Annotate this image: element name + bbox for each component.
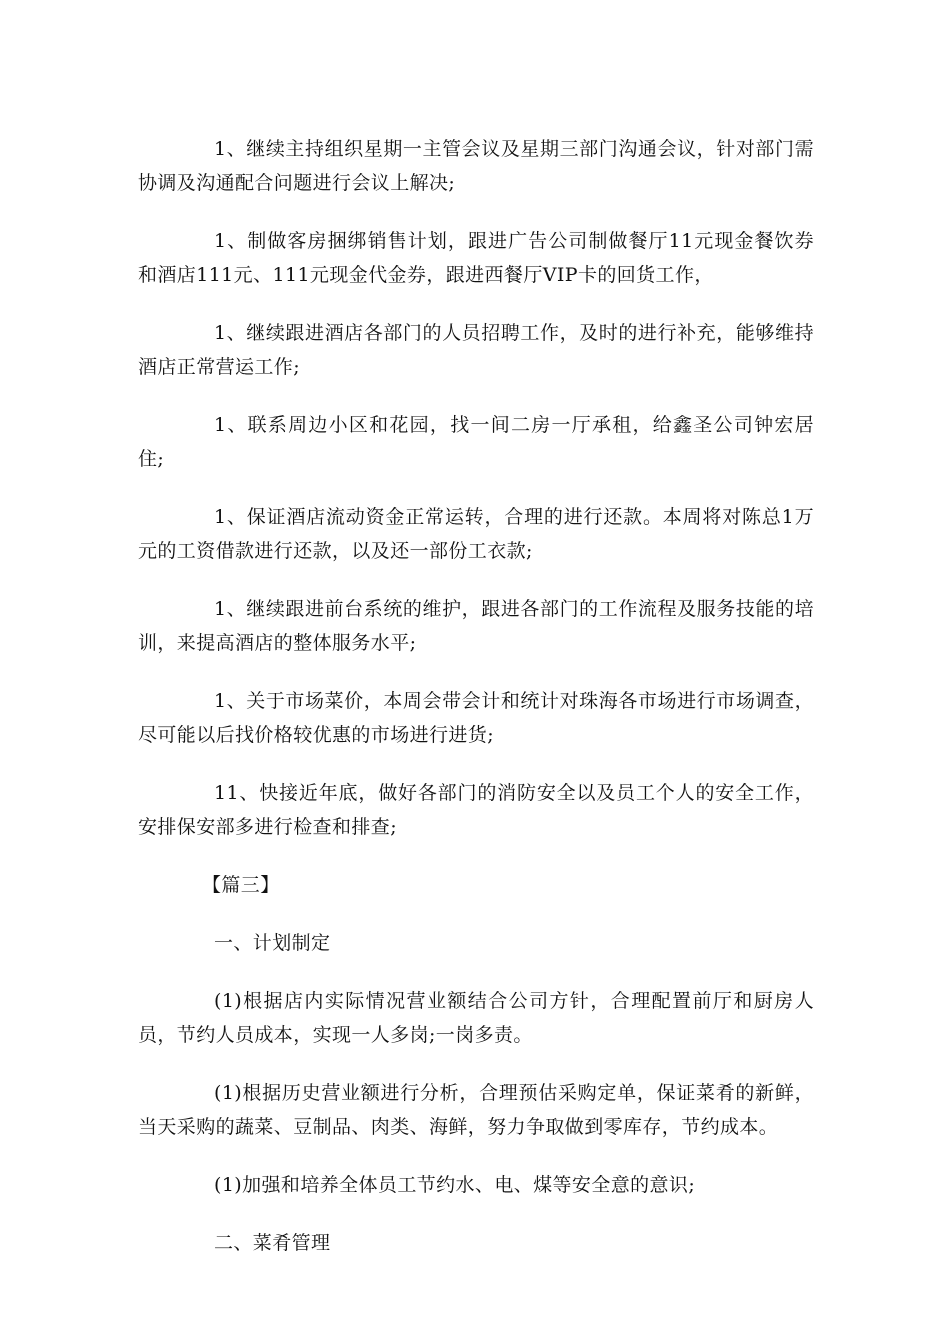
paragraph: 1、继续跟进酒店各部门的人员招聘工作，及时的进行补充，能够维持酒店正常营运工作; [138, 322, 814, 378]
paragraph: (1)根据店内实际情况营业额结合公司方针，合理配置前厅和厨房人员，节约人员成本，实现一人多岗;一岗多责。 [138, 990, 814, 1046]
paragraph: 1、继续主持组织星期一主管会议及星期三部门沟通会议，针对部门需协调及沟通配合问题进行会议上解决; [138, 138, 814, 194]
section-heading: 二、菜肴管理 [214, 1232, 331, 1254]
paragraph: 1、保证酒店流动资金正常运转，合理的进行还款。本周将对陈总1万元的工资借款进行还款，以及还一部份工衣款; [138, 506, 814, 562]
paragraph: (1)加强和培养全体员工节约水、电、煤等安全意的意识; [214, 1174, 696, 1196]
section-heading: 一、计划制定 [214, 932, 331, 954]
paragraph: 1、联系周边小区和花园，找一间二房一厅承租，给鑫圣公司钟宏居住; [138, 414, 814, 470]
paragraph: 11、快接近年底，做好各部门的消防安全以及员工个人的安全工作，安排保安部多进行检查和排查; [138, 782, 814, 838]
paragraph: (1)根据历史营业额进行分析，合理预估采购定单，保证菜肴的新鲜，当天采购的蔬菜、豆制品、肉类、海鲜，努力争取做到零库存，节约成本。 [138, 1082, 814, 1138]
section-title: 【篇三】 [202, 874, 280, 896]
paragraph: 1、制做客房捆绑销售计划，跟进广告公司制做餐厅11元现金餐饮券和酒店111元、111元现金代金券，跟进西餐厅VIP卡的回货工作， [138, 230, 814, 286]
document-body [138, 132, 814, 1284]
paragraph: 1、继续跟进前台系统的维护，跟进各部门的工作流程及服务技能的培训，来提高酒店的整体服务水平; [138, 598, 814, 654]
paragraph: 1、关于市场菜价，本周会带会计和统计对珠海各市场进行市场调查，尽可能以后找价格较优惠的市场进行进货; [138, 690, 814, 746]
